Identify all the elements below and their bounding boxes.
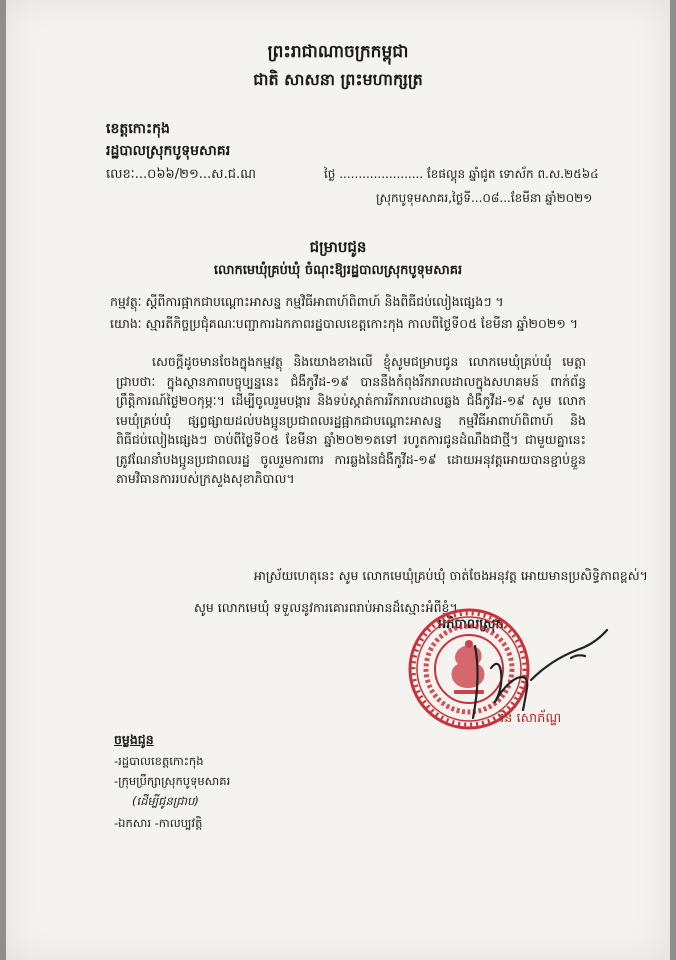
signatory-title: អភិបាលស្រុក xyxy=(438,617,504,632)
cc-item: -ក្រុមប្រឹក្សាស្រុកបូទុមសាគរ xyxy=(114,774,231,788)
addressee: លោកមេឃុំគ្រប់ឃុំ ចំណុះឱ្យរដ្ឋបាលស្រុកបូទុមសាគរ xyxy=(213,263,463,278)
closing-paragraph: អាស្រ័យហេតុនេះ សូម លោកមេឃុំគ្រប់ឃុំ ចាត់ចែងអនុវត្ត អោយមានប្រសិទ្ធិភាពខ្ពស់។ xyxy=(254,568,648,583)
sender-province: ខេត្តកោះកុង xyxy=(106,121,170,137)
respectfully-heading: ជម្រាបជូន xyxy=(309,238,367,256)
reference-line: យោងៈ ស្មារតីកិច្ចប្រជុំគណៈបញ្ជាការឯកភាពរដ្ឋបាលខេត្តកោះកុង កាលពីថ្ងៃទី០៥ ខែមីនា ឆ្នាំ២០២១ ។ xyxy=(110,316,578,331)
national-motto: ជាតិ សាសនា ព្រះមហាក្សត្រ xyxy=(253,70,423,89)
document-page xyxy=(6,0,670,960)
signatory-name: រិន សោភ័ណ្ឌ xyxy=(500,711,562,726)
body-paragraph: សេចក្តីដូចមានចែងក្នុងកម្មវត្ថុ និងយោងខាងលើ ខ្ញុំសូមជម្រាបជូន លោកមេឃុំគ្រប់ឃុំ មេត្តាជ្រាបថាៈ ក្នុងស្ថានភាពបច្ចុប្បន្ននេះ ជំងឺកូវីដ-១៩ បាននឹងកំពុងរីករាលដាលក្នុងសហគមន៍ ពាក់ព័ន្ធព្រឹត្តិការណ៍ថ្ងៃ២០កុម្ភៈ។ ដើម្បីចូលរួមបង្ការ និងទប់ស្កាត់ការរីករាលដាលឆ្លង ជំងឺកូវីដ-១៩ សូម លោកមេឃុំគ្រប់ឃុំ ផ្សព្វផ្សាយដល់បងប្អូនប្រជាពលរដ្ឋផ្អាកជាបណ្តោះអាសន្ន កម្មវិធីអាពាហ៍ពិពាហ៍ និងពិធីជប់លៀងផ្សេងៗ ចាប់ពីថ្ងៃទី០៥ ខែមីនា ឆ្នាំ២០២១តទៅ រហូតការជូនដំណឹងជាថ្មី។ ជាមួយគ្នានេះ ត្រូវណែនាំបងប្អូនប្រជាពលរដ្ឋ ចូលរួមការពារ ការឆ្លងនៃជំងឺកូវីដ-១៩ ដោយអនុវត្តអោយបានខ្ជាប់ខ្ជួន តាមវិធានការរបស់ក្រសួងសុខាភិបាល។ xyxy=(116,354,586,486)
kingdom-header: ព្រះរាជាណាចក្រកម្ពុជា xyxy=(267,42,409,62)
reference-number: លេខៈ...០៦៦/២១...ស.ជ.ណ xyxy=(106,167,256,182)
sender-district: រដ្ឋបាលស្រុកបូទុមសាគរ xyxy=(106,143,231,159)
cc-heading: ចម្លងជូន xyxy=(114,732,154,747)
subject-line: កម្មវត្ថុៈ ស្តីពីការផ្អាកជាបណ្តោះអាសន្ន កម្មវិធីអាពាហ៍ពិពាហ៍ និងពិធីជប់លៀងផ្សេងៗ ។ xyxy=(110,294,504,309)
cc-item: -រដ្ឋបាលខេត្តកោះកុង xyxy=(114,754,204,768)
cc-note: (ដើម្បីជូនជ្រាប) xyxy=(132,794,199,808)
cc-item: -ឯកសារ -កាលប្បវត្តិ xyxy=(114,816,203,830)
lunar-date: ថ្ងៃ ...................... ខែផល្គុន ឆ្នាំជូត ទោស័ក ព.ស.២៥៦៤ xyxy=(324,167,599,181)
solar-date: ស្រុកបូទុមសាគរ,ថ្ងៃទី...០៨...ខែមីនា ឆ្នាំ២០២១ xyxy=(376,191,593,205)
courtesy-paragraph: សូម លោកមេឃុំ ទទួលនូវការគោរពរាប់អានដ៏ស្មោះអំពីខ្ញុំ។ xyxy=(194,600,458,615)
